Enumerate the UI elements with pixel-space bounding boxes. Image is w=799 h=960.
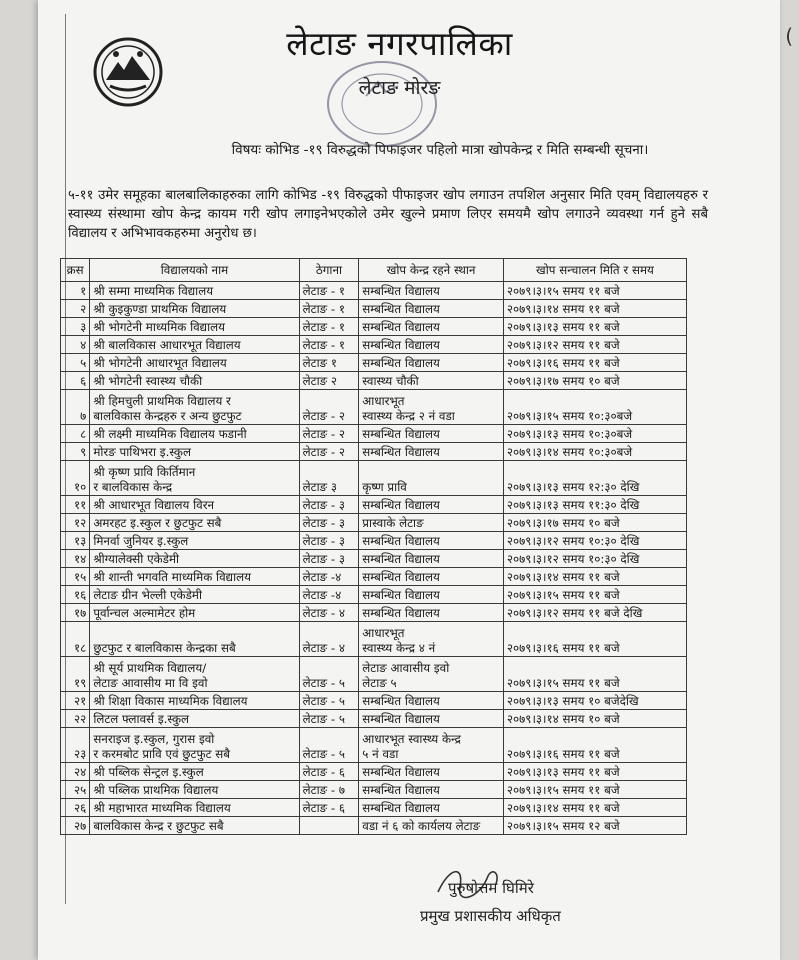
center-cell: कृष्ण प्रावि [359, 461, 504, 496]
schedule-time-cell: २०७९।३।१३ समय ११ बजे [503, 318, 686, 336]
center-cell: लेटाङ आवासीय इवो लेटाङ ५ [359, 657, 504, 692]
serial-cell: १७ [61, 604, 90, 622]
serial-cell: १ [61, 282, 90, 300]
table-row [61, 692, 687, 710]
serial-cell: १० [61, 461, 90, 496]
schedule-time-cell: २०७९।३।१५ समय १०:३०बजे [503, 390, 686, 425]
address-cell: लेटाङ - २ [299, 390, 359, 425]
table-row [61, 604, 687, 622]
school-name-cell: लिटल फ्लावर्स इ.स्कुल [90, 710, 299, 728]
serial-cell: २४ [61, 763, 90, 781]
address-cell: लेटाङ - ५ [299, 692, 359, 710]
serial-cell: २३ [61, 728, 90, 763]
center-cell: सम्बन्धित विद्यालय [359, 443, 504, 461]
address-cell: लेटाङ - २ [299, 443, 359, 461]
address-cell: लेटाङ २ [299, 372, 359, 390]
address-cell: लेटाङ - ६ [299, 763, 359, 781]
table-row [61, 817, 687, 835]
center-cell: सम्बन्धित विद्यालय [359, 425, 504, 443]
school-name-cell: बालविकास केन्द्र र छुटफुट सबै [90, 817, 299, 835]
signatory-title: प्रमुख प्रशासकीय अधिकृत [420, 907, 561, 925]
school-name-cell: श्रीग्यालेक्सी एकेडेमी [90, 550, 299, 568]
school-name-cell: श्री सम्मा माध्यमिक विद्यालय [90, 282, 299, 300]
school-name-cell: लेटाङ ग्रीन भेल्ली एकेडेमी [90, 586, 299, 604]
edge-mark: ( [785, 24, 793, 48]
address-cell: लेटाङ - १ [299, 300, 359, 318]
address-cell: लेटाङ - १ [299, 336, 359, 354]
center-cell: सम्बन्धित विद्यालय [359, 318, 504, 336]
address-cell: लेटाङ - ७ [299, 781, 359, 799]
notice-subject: विषयः कोभिड -१९ विरुद्धको पिफाइजर पहिलो मात्रा खोपकेन्द्र र मिति सम्बन्धी सूचना। [231, 142, 649, 158]
schedule-time-cell: २०७९।३।१२ समय १०:३० देखि [503, 550, 686, 568]
table-row [61, 282, 687, 300]
page-subtitle-place: लेटाङ मोरङ [358, 77, 441, 99]
schedule-time-cell: २०७९।३।१२ समय १०:३० देखि [503, 532, 686, 550]
table-row [61, 532, 687, 550]
schedule-time-cell: २०७९।३।१३ समय १०:३०बजे [503, 425, 686, 443]
serial-cell: १३ [61, 532, 90, 550]
school-name-cell: श्री बालविकास आधारभूत विद्यालय [90, 336, 299, 354]
center-cell: सम्बन्धित विद्यालय [359, 763, 504, 781]
center-cell: सम्बन्धित विद्यालय [359, 604, 504, 622]
center-cell: आधारभूत स्वास्थ्य केन्द्र २ नं वडा [359, 390, 504, 425]
school-name-cell: श्री सूर्य प्राथमिक विद्यालय/ लेटाङ आवासीय मा वि इवो [90, 657, 299, 692]
table-row [61, 763, 687, 781]
center-cell: सम्बन्धित विद्यालय [359, 550, 504, 568]
school-name-cell: श्री हिमचुली प्राथमिक विद्यालय र बालविकास केन्द्रहरु र अन्य छुटफुट [90, 390, 299, 425]
column-header-center: खोप केन्द्र रहने स्थान [359, 259, 504, 282]
address-cell: लेटाङ - ५ [299, 710, 359, 728]
schedule-time-cell: २०७९।३।१३ समय १० बजेदेखि [503, 692, 686, 710]
address-cell: लेटाङ - ३ [299, 532, 359, 550]
address-cell: लेटाङ - ३ [299, 496, 359, 514]
center-cell: सम्बन्धित विद्यालय [359, 781, 504, 799]
column-header-address: ठेगाना [299, 259, 359, 282]
schedule-time-cell: २०७९।३।१५ समय ११ बजे [503, 586, 686, 604]
page-title: लेटाङ नगरपालिका [286, 24, 513, 63]
center-cell: सम्बन्धित विद्यालय [359, 336, 504, 354]
column-header-time: खोप सन्चालन मिति र समय [503, 259, 686, 282]
address-cell: लेटाङ - २ [299, 425, 359, 443]
serial-cell: ३ [61, 318, 90, 336]
center-cell: स्वास्थ्य चौकी [359, 372, 504, 390]
address-cell: लेटाङ - ३ [299, 514, 359, 532]
address-cell: लेटाङ - ५ [299, 657, 359, 692]
schedule-time-cell: २०७९।३।१२ समय ११ बजे देखि [503, 604, 686, 622]
schedule-time-cell: २०७९।३।१५ समय ११ बजे [503, 282, 686, 300]
address-cell: लेटाङ ३ [299, 461, 359, 496]
serial-cell: २५ [61, 781, 90, 799]
address-cell: लेटाङ - ४ [299, 622, 359, 657]
center-cell: सम्बन्धित विद्यालय [359, 300, 504, 318]
serial-cell: ८ [61, 425, 90, 443]
school-name-cell: छुटफुट र बालविकास केन्द्रका सबै [90, 622, 299, 657]
serial-cell: ७ [61, 390, 90, 425]
school-name-cell: पूर्वान्चल अल्मामेटर होम [90, 604, 299, 622]
address-cell: लेटाङ - १ [299, 282, 359, 300]
address-cell: लेटाङ १ [299, 354, 359, 372]
table-header-row [61, 259, 687, 282]
vaccination-schedule-table [60, 258, 687, 835]
school-name-cell: श्री पब्लिक सेन्ट्रल इ.स्कुल [90, 763, 299, 781]
schedule-time-cell: २०७९।३।१२ समय ११ बजे [503, 336, 686, 354]
address-cell: लेटाङ - ६ [299, 799, 359, 817]
table-row [61, 710, 687, 728]
school-name-cell: श्री भोगटेनी स्वास्थ्य चौकी [90, 372, 299, 390]
serial-cell: १६ [61, 586, 90, 604]
table-row [61, 728, 687, 763]
address-cell: लेटाङ -४ [299, 568, 359, 586]
serial-cell: ९ [61, 443, 90, 461]
table-row [61, 514, 687, 532]
schedule-time-cell: २०७९।३।१५ समय ११ बजे [503, 781, 686, 799]
school-name-cell: श्री महाभारत माध्यमिक विद्यालय [90, 799, 299, 817]
school-name-cell: श्री भोगटेनी माध्यमिक विद्यालय [90, 318, 299, 336]
serial-cell: ४ [61, 336, 90, 354]
center-cell: सम्बन्धित विद्यालय [359, 692, 504, 710]
serial-cell: २७ [61, 817, 90, 835]
table-row [61, 336, 687, 354]
schedule-time-cell: २०७९।३।१४ समय ११ बजे [503, 799, 686, 817]
address-cell: लेटाङ - ५ [299, 728, 359, 763]
school-name-cell: श्री आधारभूत विद्यालय विरन [90, 496, 299, 514]
school-name-cell: अमरहट इ.स्कुल र छुटफुट सबै [90, 514, 299, 532]
serial-cell: ५ [61, 354, 90, 372]
center-cell: वडा नं ६ को कार्यलय लेटाङ [359, 817, 504, 835]
center-cell: सम्बन्धित विद्यालय [359, 496, 504, 514]
table-row [61, 354, 687, 372]
center-cell: सम्बन्धित विद्यालय [359, 282, 504, 300]
school-name-cell: सनराइज इ.स्कुल, गुरास इवो र करमबोट प्रावि एवं छुटफुट सबै [90, 728, 299, 763]
center-cell: सम्बन्धित विद्यालय [359, 532, 504, 550]
center-cell: आधारभूत स्वास्थ्य केन्द्र ५ नं वडा [359, 728, 504, 763]
schedule-time-cell: २०७९।३।१६ समय ११ बजे [503, 622, 686, 657]
center-cell: प्रास्वाके लेटाङ [359, 514, 504, 532]
table-row [61, 657, 687, 692]
school-name-cell: श्री भोगटेनी आधारभूत विद्यालय [90, 354, 299, 372]
table-row [61, 318, 687, 336]
table-body [61, 282, 687, 835]
center-cell: सम्बन्धित विद्यालय [359, 799, 504, 817]
school-name-cell: श्री कुइकुण्डा प्राथमिक विद्यालय [90, 300, 299, 318]
address-cell: लेटाङ - ३ [299, 550, 359, 568]
schedule-time-cell: २०७९।३।१६ समय ११ बजे [503, 354, 686, 372]
serial-cell: १४ [61, 550, 90, 568]
serial-cell: १५ [61, 568, 90, 586]
schedule-time-cell: २०७९।३।१३ समय ११ बजे [503, 763, 686, 781]
notice-body: ५-११ उमेर समूहका बालबालिकाहरुका लागि कोभिड -१९ विरुद्धको पीफाइजर खोप लगाउन तपशिल अनुसार मिति एवम् विद्यालयहरु र स्वास्थ्य संस्थामा खोप केन्द्र कायम गरी खोप लगाइनेभएकोले उमेर खुल्ने प्रमाण लिएर समयमै खोप लगाउने व्यवस्था गर्न हुने सबै विद्यालय र अभिभावकहरुमा अनुरोध छ। [68, 188, 708, 241]
column-header-school: विद्यालयको नाम [90, 259, 299, 282]
signatory-name: पुरुषोत्तम घिमिरे [448, 879, 534, 897]
schedule-time-cell: २०७९।३।१३ समय १२:३० देखि [503, 461, 686, 496]
table-row [61, 622, 687, 657]
table-row [61, 372, 687, 390]
school-name-cell: श्री शिक्षा विकास माध्यमिक विद्यालय [90, 692, 299, 710]
school-name-cell: श्री लक्ष्मी माध्यमिक विद्यालय फडानी [90, 425, 299, 443]
center-cell: सम्बन्धित विद्यालय [359, 586, 504, 604]
schedule-time-cell: २०७९।३।१७ समय १० बजे [503, 514, 686, 532]
center-cell: सम्बन्धित विद्यालय [359, 568, 504, 586]
table-row [61, 568, 687, 586]
serial-cell: २२ [61, 710, 90, 728]
address-cell: लेटाङ -४ [299, 586, 359, 604]
schedule-time-cell: २०७९।३।१५ समय १२ बजे [503, 817, 686, 835]
center-cell: आधारभूत स्वास्थ्य केन्द्र ४ नं [359, 622, 504, 657]
school-name-cell: मिनर्वा जुनियर इ.स्कुल [90, 532, 299, 550]
table-row [61, 781, 687, 799]
school-name-cell: श्री पब्लिक प्राथमिक विद्यालय [90, 781, 299, 799]
table-row [61, 300, 687, 318]
schedule-time-cell: २०७९।३।१५ समय ११ बजे [503, 657, 686, 692]
schedule-time-cell: २०७९।३।१७ समय १० बजे [503, 372, 686, 390]
table-row [61, 443, 687, 461]
serial-cell: २१ [61, 692, 90, 710]
address-cell [299, 817, 359, 835]
serial-cell: ६ [61, 372, 90, 390]
serial-cell: १२ [61, 514, 90, 532]
address-cell: लेटाङ - १ [299, 318, 359, 336]
center-cell: सम्बन्धित विद्यालय [359, 354, 504, 372]
table-row [61, 390, 687, 425]
schedule-time-cell: २०७९।३।१४ समय ११ बजे [503, 568, 686, 586]
address-cell: लेटाङ - ४ [299, 604, 359, 622]
table-row [61, 496, 687, 514]
center-cell: सम्बन्धित विद्यालय [359, 710, 504, 728]
serial-cell: २६ [61, 799, 90, 817]
schedule-time-cell: २०७९।३।१४ समय ११ बजे [503, 300, 686, 318]
table-row [61, 461, 687, 496]
serial-cell: २ [61, 300, 90, 318]
serial-cell: १८ [61, 622, 90, 657]
schedule-time-cell: २०७९।३।१६ समय ११ बजे [503, 728, 686, 763]
school-name-cell: श्री कृष्ण प्रावि किर्तिमान र बालविकास केन्द्र [90, 461, 299, 496]
column-header-serial: क्रस [61, 259, 90, 282]
table-row [61, 799, 687, 817]
serial-cell: ११ [61, 496, 90, 514]
schedule-time-cell: २०७९।३।१४ समय १०:३०बजे [503, 443, 686, 461]
serial-cell: १९ [61, 657, 90, 692]
table-row [61, 425, 687, 443]
table-row [61, 586, 687, 604]
school-name-cell: मोरङ पाथिभरा इ.स्कुल [90, 443, 299, 461]
office-seal-stamp [322, 56, 442, 152]
schedule-time-cell: २०७९।३।१३ समय ११:३० देखि [503, 496, 686, 514]
school-name-cell: श्री शान्ती भगवति माध्यमिक विद्यालय [90, 568, 299, 586]
schedule-time-cell: २०७९।३।१४ समय १० बजे [503, 710, 686, 728]
table-row [61, 550, 687, 568]
